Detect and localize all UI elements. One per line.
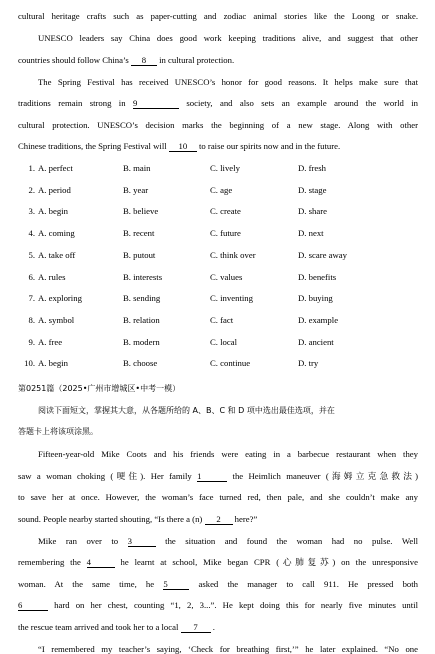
option-c: C. think over [210,249,256,260]
option-b: B. sending [123,293,161,304]
passage-line [18,514,418,525]
question-number: 4. [28,228,35,239]
passage-line [38,536,418,547]
passage-text: here?” [234,514,258,524]
option-b: B. main [123,163,151,173]
option-d: D. share [298,206,327,217]
passage-text: remembering the [18,557,81,567]
option-b: B. believe [123,206,159,217]
passage-text: . [212,622,215,632]
passage-line [18,471,418,482]
option-b: B. choose [123,358,158,369]
answer-blank: 8 [131,56,157,66]
passage-line: Fifteen-year-old Mike Coots and his friends were eating in a barbecue restaurant when they [38,449,418,459]
instruction-line: 答题卡上将该项涂黑。 [18,427,98,436]
question-number: 5. [28,249,35,260]
option-d: D. scare away [298,249,347,260]
question-number: 7. [28,293,35,304]
passage-text: the Heimlich maneuver (海姆立克急救法) [232,471,419,481]
option-d: D. next [298,228,324,239]
option-c: C. values [210,271,243,282]
answer-blank: 1 [197,472,227,482]
option-c: C. age [210,184,233,195]
passage-line [18,579,418,590]
option-b: B. modern [123,336,160,347]
passage-text: traditions remain strong in [18,98,126,108]
question-number: 6. [28,271,35,282]
question-number: 3. [28,206,35,217]
question-number: 8. [28,314,35,325]
answer-blank: 10 [169,142,197,152]
option-c: C. inventing [210,293,253,304]
question-number: 1. [28,163,35,173]
passage-line [18,141,418,152]
passage-line [18,98,418,109]
answer-blank: 9 [133,99,179,109]
option-c: C. future [210,228,241,239]
passage-line [18,557,418,568]
passage-line: cultural protection. UNESCO’s decision marks the beginning of a new stage. Along with other [18,120,418,130]
option-c: C. continue [210,358,251,369]
passage-text: in cultural protection. [159,55,235,65]
answer-blank: 7 [181,623,211,633]
option-a: A. rules [38,271,66,282]
answer-blank: 3 [128,537,156,547]
option-a: A. coming [38,228,75,239]
passage-text: hard on her chest, counting “1, 2, 3...”. He kept doing this for nearly five minutes until [54,600,418,610]
option-c: C. local [210,336,238,347]
passage-line: “I remembered my teacher’s saying, ‘Check for breathing first,’” he later explained. “No one [38,644,418,654]
question-number: 10. [24,358,35,369]
option-d: D. ancient [298,336,334,347]
passage-text: sound. People nearby started shouting, “Is there a (n) [18,514,203,524]
option-a: A. perfect [38,163,73,173]
option-d: D. try [298,358,319,369]
option-d: D. fresh [298,163,326,173]
passage-text: the rescue team arrived and took her to a local [18,622,179,632]
passage-text: Mike ran over to [38,536,119,546]
passage-line [18,622,418,633]
passage-line: UNESCO leaders say China does good work keeping traditions alive, and suggest that other [38,33,418,43]
answer-blank: 6 [18,601,48,611]
section-heading: 第0251篇（2025•广州市增城区•中考一模） [18,384,181,393]
passage-text: the situation and found the woman had no pulse. Well [165,536,419,546]
answer-blank: 2 [205,515,233,525]
answer-blank: 5 [163,580,189,590]
passage-line [18,600,418,611]
option-d: D. benefits [298,271,337,282]
instruction-line: 阅读下面短文，掌握其大意，从各题所给的 A、B、C 和 D 项中选出最佳选项，并在 [38,406,335,415]
passage-text: saw a woman choking (哽住). Her family [18,471,192,481]
option-c: C. create [210,206,241,217]
option-b: B. relation [123,314,160,325]
passage-line [18,55,418,66]
passage-line: to save her at once. However, the woman’s face turned red, then pale, and she couldn’t make any [18,492,418,502]
option-d: D. buying [298,293,333,304]
option-a: A. begin [38,358,68,369]
passage-text: woman. At the same time, he [18,579,155,589]
passage-text: asked the manager to call 911. He pressed both [198,579,419,589]
option-a: A. free [38,336,63,347]
option-a: A. begin [38,206,68,217]
option-c: C. fact [210,314,234,325]
option-a: A. take off [38,249,76,260]
option-a: A. period [38,184,71,195]
passage-text: countries should follow China’s [18,55,129,65]
option-d: D. example [298,314,339,325]
option-b: B. putout [123,249,156,260]
passage-line: cultural heritage crafts such as paper-cutting and zodiac animal stories like the Loong or snake. [18,11,418,21]
question-number: 2. [28,184,35,195]
option-b: B. year [123,184,149,195]
question-number: 9. [28,336,35,347]
option-b: B. recent [123,228,155,239]
option-c: C. lively [210,163,240,173]
passage-text: he learnt at school, Mike began CPR (心肺复苏) on the unresponsive [120,557,419,567]
passage-text: Chinese traditions, the Spring Festival will [18,141,167,151]
option-d: D. stage [298,184,327,195]
passage-text: society, and also sets an example around the world in [186,98,418,108]
answer-blank: 4 [87,558,115,568]
passage-line: The Spring Festival has received UNESCO’s honor for good reasons. It helps make sure that [38,77,418,87]
option-a: A. exploring [38,293,82,304]
option-b: B. interests [123,271,163,282]
passage-text: to raise our spirits now and in the future. [199,141,341,151]
option-a: A. symbol [38,314,75,325]
